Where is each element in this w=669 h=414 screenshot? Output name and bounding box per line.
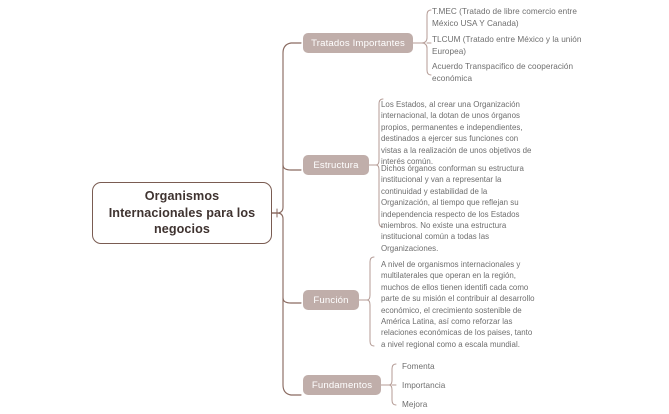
- paragraph-estructura-2: Dichos órganos conforman su estructura institucional y van a representar la continuidad y estabilidad de la Organización, al tiempo que reflejan su independencia respecto de los Estados miembros. No existe una estructura institucional común a todas las Organizaciones.: [381, 164, 524, 253]
- branch-label-fundamentos: Fundamentos: [311, 379, 373, 391]
- paragraph-funcion: A nivel de organismos internacionales y multilaterales que operan en la región, muchos de ellos tienen identifi cada como parte de su misión el contribuir al desarrollo económico, el crecimiento sostenible de América Latina, así como reforzar las relaciones económicas de los paises, tanto a nivel regional como a escala mundial.: [381, 260, 535, 349]
- leaf-importancia: Importancia: [402, 381, 446, 390]
- leaf-acuerdo-transpacifico: Acuerdo Transpacifico de cooperación económica: [432, 62, 574, 83]
- branch-node-fundamentos[interactable]: [303, 375, 381, 395]
- paragraph-estructura-1: Los Estados, al crear una Organización internacional, la dotan de unos órganos propios, permanentes e independientes, destinados a ejercer sus funciones con vistas a la realización de unos objetivos de interés común.: [381, 100, 532, 166]
- root-node-label: Organismos Internacionales para los negocios: [108, 189, 256, 237]
- leaf-tlcum: TLCUM (Tratado entre México y la unión Europea): [432, 35, 582, 56]
- branch-label-estructura: Estructura: [313, 159, 359, 171]
- branch-node-estructura[interactable]: [303, 155, 369, 175]
- branch-label-funcion: Función: [313, 294, 349, 306]
- leaf-fomenta: Fomenta: [402, 362, 435, 371]
- root-node[interactable]: [92, 182, 272, 244]
- branch-label-tratados: Tratados Importantes: [311, 37, 405, 49]
- leaf-mejora: Mejora: [402, 400, 428, 409]
- leaf-tmec: T.MEC (Tratado de libre comercio entre México USA Y Canada): [432, 7, 577, 28]
- branch-node-tratados-importantes[interactable]: [303, 33, 413, 53]
- branch-node-funcion[interactable]: [303, 290, 359, 310]
